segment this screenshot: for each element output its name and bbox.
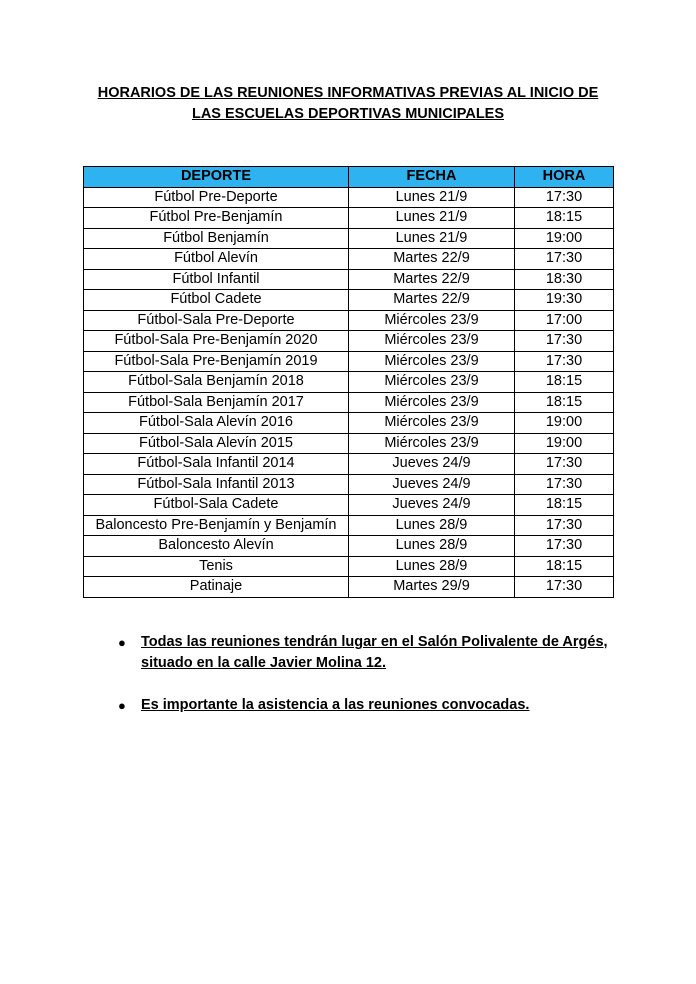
- header-deporte: DEPORTE: [84, 167, 349, 188]
- cell-hora: 18:15: [515, 556, 614, 577]
- cell-fecha: Martes 22/9: [349, 249, 515, 270]
- table-row: [84, 249, 614, 270]
- cell-fecha: Miércoles 23/9: [349, 433, 515, 454]
- note-item: [118, 695, 618, 716]
- cell-fecha: Lunes 28/9: [349, 556, 515, 577]
- table-row: [84, 556, 614, 577]
- cell-hora: 19:00: [515, 413, 614, 434]
- cell-fecha: Miércoles 23/9: [349, 413, 515, 434]
- cell-fecha: Miércoles 23/9: [349, 331, 515, 352]
- bullet-icon: ●: [118, 698, 126, 713]
- cell-hora: 18:30: [515, 269, 614, 290]
- note-text: Es importante la asistencia a las reuniones convocadas.: [141, 697, 530, 713]
- cell-deporte: Fútbol-Sala Alevín 2016: [84, 413, 349, 434]
- title-line-1: HORARIOS DE LAS REUNIONES INFORMATIVAS PREVIAS AL INICIO DE: [97, 85, 599, 101]
- table-row: [84, 290, 614, 311]
- cell-hora: 17:30: [515, 577, 614, 598]
- cell-fecha: Lunes 28/9: [349, 515, 515, 536]
- cell-fecha: Miércoles 23/9: [349, 392, 515, 413]
- cell-fecha: Lunes 21/9: [349, 187, 515, 208]
- cell-fecha: Miércoles 23/9: [349, 372, 515, 393]
- cell-fecha: Lunes 28/9: [349, 536, 515, 557]
- cell-deporte: Fútbol-Sala Benjamín 2018: [84, 372, 349, 393]
- table-row: [84, 495, 614, 516]
- table-row: [84, 269, 614, 290]
- table-row: [84, 413, 614, 434]
- cell-hora: 19:00: [515, 433, 614, 454]
- cell-hora: 17:30: [515, 187, 614, 208]
- table-row: [84, 228, 614, 249]
- table-row: [84, 208, 614, 229]
- cell-deporte: Fútbol Infantil: [84, 269, 349, 290]
- cell-fecha: Lunes 21/9: [349, 208, 515, 229]
- table-row: [84, 310, 614, 331]
- cell-fecha: Miércoles 23/9: [349, 351, 515, 372]
- cell-fecha: Miércoles 23/9: [349, 310, 515, 331]
- table-body: [84, 187, 614, 597]
- cell-deporte: Fútbol Benjamín: [84, 228, 349, 249]
- note-item: [118, 632, 618, 674]
- table-row: [84, 372, 614, 393]
- header-fecha: FECHA: [349, 167, 515, 188]
- table-row: [84, 474, 614, 495]
- cell-hora: 17:30: [515, 331, 614, 352]
- cell-hora: 18:15: [515, 208, 614, 229]
- cell-deporte: Fútbol-Sala Pre-Benjamín 2019: [84, 351, 349, 372]
- cell-hora: 19:00: [515, 228, 614, 249]
- bullet-icon: ●: [118, 635, 126, 650]
- table-row: [84, 577, 614, 598]
- cell-deporte: Fútbol-Sala Cadete: [84, 495, 349, 516]
- cell-deporte: Fútbol-Sala Benjamín 2017: [84, 392, 349, 413]
- cell-hora: 17:30: [515, 474, 614, 495]
- cell-deporte: Baloncesto Pre-Benjamín y Benjamín: [84, 515, 349, 536]
- table-row: [84, 536, 614, 557]
- cell-deporte: Tenis: [84, 556, 349, 577]
- cell-deporte: Fútbol-Sala Alevín 2015: [84, 433, 349, 454]
- table-row: [84, 351, 614, 372]
- table-row: [84, 433, 614, 454]
- cell-deporte: Fútbol Alevín: [84, 249, 349, 270]
- cell-hora: 19:30: [515, 290, 614, 311]
- cell-fecha: Martes 22/9: [349, 269, 515, 290]
- cell-deporte: Fútbol-Sala Pre-Benjamín 2020: [84, 331, 349, 352]
- cell-deporte: Fútbol-Sala Pre-Deporte: [84, 310, 349, 331]
- cell-fecha: Jueves 24/9: [349, 454, 515, 475]
- cell-fecha: Jueves 24/9: [349, 495, 515, 516]
- cell-deporte: Patinaje: [84, 577, 349, 598]
- cell-fecha: Lunes 21/9: [349, 228, 515, 249]
- cell-fecha: Martes 22/9: [349, 290, 515, 311]
- cell-hora: 18:15: [515, 392, 614, 413]
- cell-hora: 17:30: [515, 351, 614, 372]
- table-row: [84, 331, 614, 352]
- title-line-2: LAS ESCUELAS DEPORTIVAS MUNICIPALES: [191, 106, 505, 122]
- table-row: [84, 187, 614, 208]
- cell-deporte: Fútbol-Sala Infantil 2013: [84, 474, 349, 495]
- cell-hora: 17:30: [515, 536, 614, 557]
- cell-deporte: Baloncesto Alevín: [84, 536, 349, 557]
- cell-hora: 17:30: [515, 515, 614, 536]
- cell-hora: 18:15: [515, 372, 614, 393]
- cell-hora: 18:15: [515, 495, 614, 516]
- table-row: [84, 392, 614, 413]
- document-title: [80, 83, 616, 125]
- cell-fecha: Jueves 24/9: [349, 474, 515, 495]
- cell-deporte: Fútbol Pre-Deporte: [84, 187, 349, 208]
- notes-list: [118, 632, 618, 737]
- cell-deporte: Fútbol Pre-Benjamín: [84, 208, 349, 229]
- note-text: Todas las reuniones tendrán lugar en el Salón Polivalente de Argés, situado en la calle Javier Molina 12.: [141, 634, 608, 671]
- table-row: [84, 454, 614, 475]
- cell-hora: 17:00: [515, 310, 614, 331]
- cell-hora: 17:30: [515, 249, 614, 270]
- cell-hora: 17:30: [515, 454, 614, 475]
- cell-fecha: Martes 29/9: [349, 577, 515, 598]
- schedule-table: [83, 166, 614, 598]
- table-row: [84, 515, 614, 536]
- cell-deporte: Fútbol-Sala Infantil 2014: [84, 454, 349, 475]
- header-hora: HORA: [515, 167, 614, 188]
- table-header-row: [84, 167, 614, 188]
- cell-deporte: Fútbol Cadete: [84, 290, 349, 311]
